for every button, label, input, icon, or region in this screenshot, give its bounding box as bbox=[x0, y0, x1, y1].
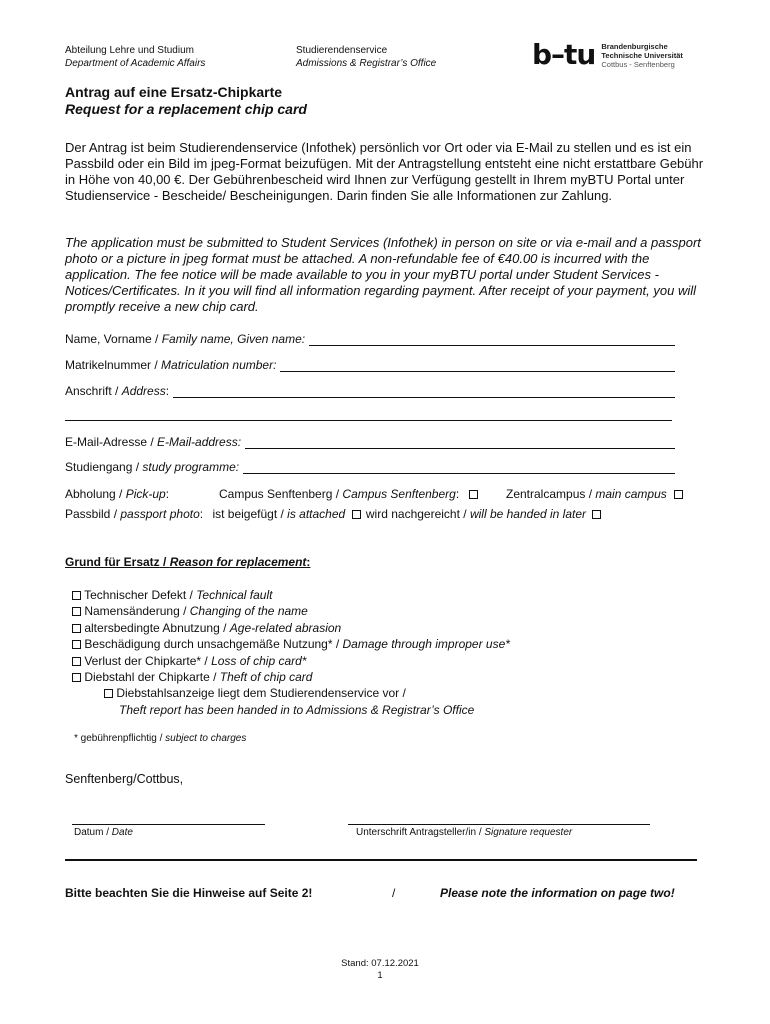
section-divider bbox=[65, 859, 697, 861]
email-label: E-Mail-Adresse / E-Mail-address: bbox=[65, 435, 242, 449]
checkbox-photo-later[interactable] bbox=[592, 510, 601, 519]
revision-date: Stand: 07.12.2021 bbox=[341, 958, 419, 969]
checkbox-main-campus[interactable] bbox=[674, 490, 683, 499]
email-field[interactable] bbox=[65, 435, 675, 449]
reason-theft-report[interactable] bbox=[104, 686, 406, 700]
btu-logo-text bbox=[601, 42, 683, 69]
matriculation-label: Matrikelnummer / Matriculation number: bbox=[65, 358, 277, 372]
logo-line-2: Technische Universität bbox=[601, 50, 683, 60]
date-input-line[interactable] bbox=[72, 824, 265, 825]
checkbox-photo-attached[interactable] bbox=[352, 510, 361, 519]
name-input-line[interactable] bbox=[309, 333, 675, 346]
name-field[interactable] bbox=[65, 332, 675, 346]
reason-loss[interactable]: Verlust der Chipkarte* / Loss of chip card* bbox=[72, 654, 306, 668]
address-input-line-2[interactable] bbox=[65, 420, 672, 421]
intro-paragraph-de: Der Antrag ist beim Studierendenservice (Infothek) persönlich vor Ort oder via E-Mail zu stellen und es ist ein Passbild oder ein Bild im jpeg-Format beizufügen. Mit der Antragstellung entsteht eine nicht erstattbare Gebühr in Höhe von 40,00 €. Der Gebührenbescheid wird Ihnen zur Verfügung gestellt in Ihrem myBTU Portal unter Studienservice - Bescheide/ Bescheinigungen. Darin finden Sie alle Informationen zur Zahlung. bbox=[65, 140, 704, 203]
study-programme-field[interactable] bbox=[65, 460, 675, 474]
reason-technical-fault[interactable]: Technischer Defekt / Technical fault bbox=[72, 588, 272, 602]
page-number: 1 bbox=[377, 970, 383, 981]
photo-option-attached[interactable]: ist beigefügt / is attached bbox=[212, 507, 360, 521]
name-label: Name, Vorname / Family name, Given name: bbox=[65, 332, 306, 346]
reason-heading: Grund für Ersatz / Reason for replacement: bbox=[65, 555, 311, 569]
pickup-option-main-campus[interactable]: Zentralcampus / main campus bbox=[506, 487, 683, 501]
checkbox-senftenberg[interactable] bbox=[469, 490, 478, 499]
notice-de: Bitte beachten Sie die Hinweise auf Seite 2! bbox=[65, 886, 313, 900]
checkbox-theft-report[interactable] bbox=[104, 689, 113, 698]
checkbox-theft[interactable] bbox=[72, 673, 81, 682]
photo-option-later[interactable]: wird nachgereicht / will be handed in later bbox=[366, 507, 601, 521]
reason-name-change[interactable]: Namensänderung / Changing of the name bbox=[72, 604, 308, 618]
btu-logo bbox=[532, 40, 683, 70]
reason-improper-use[interactable]: Beschädigung durch unsachgemäße Nutzung* / Damage through improper use* bbox=[72, 637, 510, 651]
logo-line-1: Brandenburgische bbox=[601, 41, 668, 51]
btu-logo-mark: b–tu bbox=[532, 38, 596, 71]
form-title bbox=[65, 84, 307, 118]
department-header bbox=[65, 44, 205, 70]
department-name-de: Abteilung Lehre und Studium bbox=[65, 45, 194, 56]
checkbox-loss[interactable] bbox=[72, 657, 81, 666]
study-programme-input-line[interactable] bbox=[243, 461, 675, 474]
service-name-de: Studierendenservice bbox=[296, 45, 388, 56]
date-label: Datum / Date bbox=[74, 827, 133, 838]
form-title-en: Request for a replacement chip card bbox=[65, 101, 307, 117]
notice-en: Please note the information on page two! bbox=[440, 886, 675, 900]
reason-theft[interactable]: Diebstahl der Chipkarte / Theft of chip card bbox=[72, 670, 312, 684]
pickup-option-senftenberg[interactable]: Campus Senftenberg / Campus Senftenberg: bbox=[219, 487, 478, 501]
checkbox-technical-fault[interactable] bbox=[72, 591, 81, 600]
email-input-line[interactable] bbox=[245, 436, 675, 449]
matriculation-field[interactable] bbox=[65, 358, 675, 372]
photo-label: Passbild / passport photo: bbox=[65, 507, 204, 521]
form-title-de: Antrag auf eine Ersatz-Chipkarte bbox=[65, 84, 283, 100]
matriculation-input-line[interactable] bbox=[280, 359, 675, 372]
theft-report-text-de: Diebstahlsanzeige liegt dem Studierendenservice vor / bbox=[116, 686, 406, 700]
signature-label: Unterschrift Antragsteller/in / Signature requester bbox=[356, 827, 573, 838]
charges-footnote: * gebührenpflichtig / subject to charges bbox=[74, 733, 247, 744]
pickup-label: Abholung / Pick-up: bbox=[65, 487, 170, 501]
service-header bbox=[296, 44, 436, 70]
theft-report-text-en: Theft report has been handed in to Admissions & Registrar’s Office bbox=[119, 703, 475, 717]
address-field[interactable] bbox=[65, 384, 675, 398]
checkbox-improper-use[interactable] bbox=[72, 640, 81, 649]
footer bbox=[330, 958, 430, 982]
service-name-en: Admissions & Registrar’s Office bbox=[296, 58, 437, 69]
reason-abrasion[interactable]: altersbedingte Abnutzung / Age-related abrasion bbox=[72, 621, 341, 635]
logo-line-3: Cottbus - Senftenberg bbox=[601, 59, 675, 69]
checkbox-name-change[interactable] bbox=[72, 607, 81, 616]
department-name-en: Department of Academic Affairs bbox=[65, 58, 206, 69]
checkbox-abrasion[interactable] bbox=[72, 624, 81, 633]
place-text: Senftenberg/Cottbus, bbox=[65, 772, 184, 786]
study-programme-label: Studiengang / study programme: bbox=[65, 460, 240, 474]
notice-separator: / bbox=[392, 886, 396, 900]
intro-paragraph-en: The application must be submitted to Student Services (Infothek) in person on site or via e-mail and a passport photo or a picture in jpeg format must be attached. A non-refundable fee of €40.00 is incurred with the application. The fee notice will be made available to you in your myBTU portal under Student Services - Notices/Certificates. In it you will find all information regarding payment. After receipt of your payment, you will promptly receive a new chip card. bbox=[65, 235, 701, 314]
address-label: Anschrift / Address: bbox=[65, 384, 170, 398]
signature-input-line[interactable] bbox=[348, 824, 650, 825]
photo-row bbox=[65, 507, 601, 521]
address-input-line[interactable] bbox=[173, 385, 675, 398]
